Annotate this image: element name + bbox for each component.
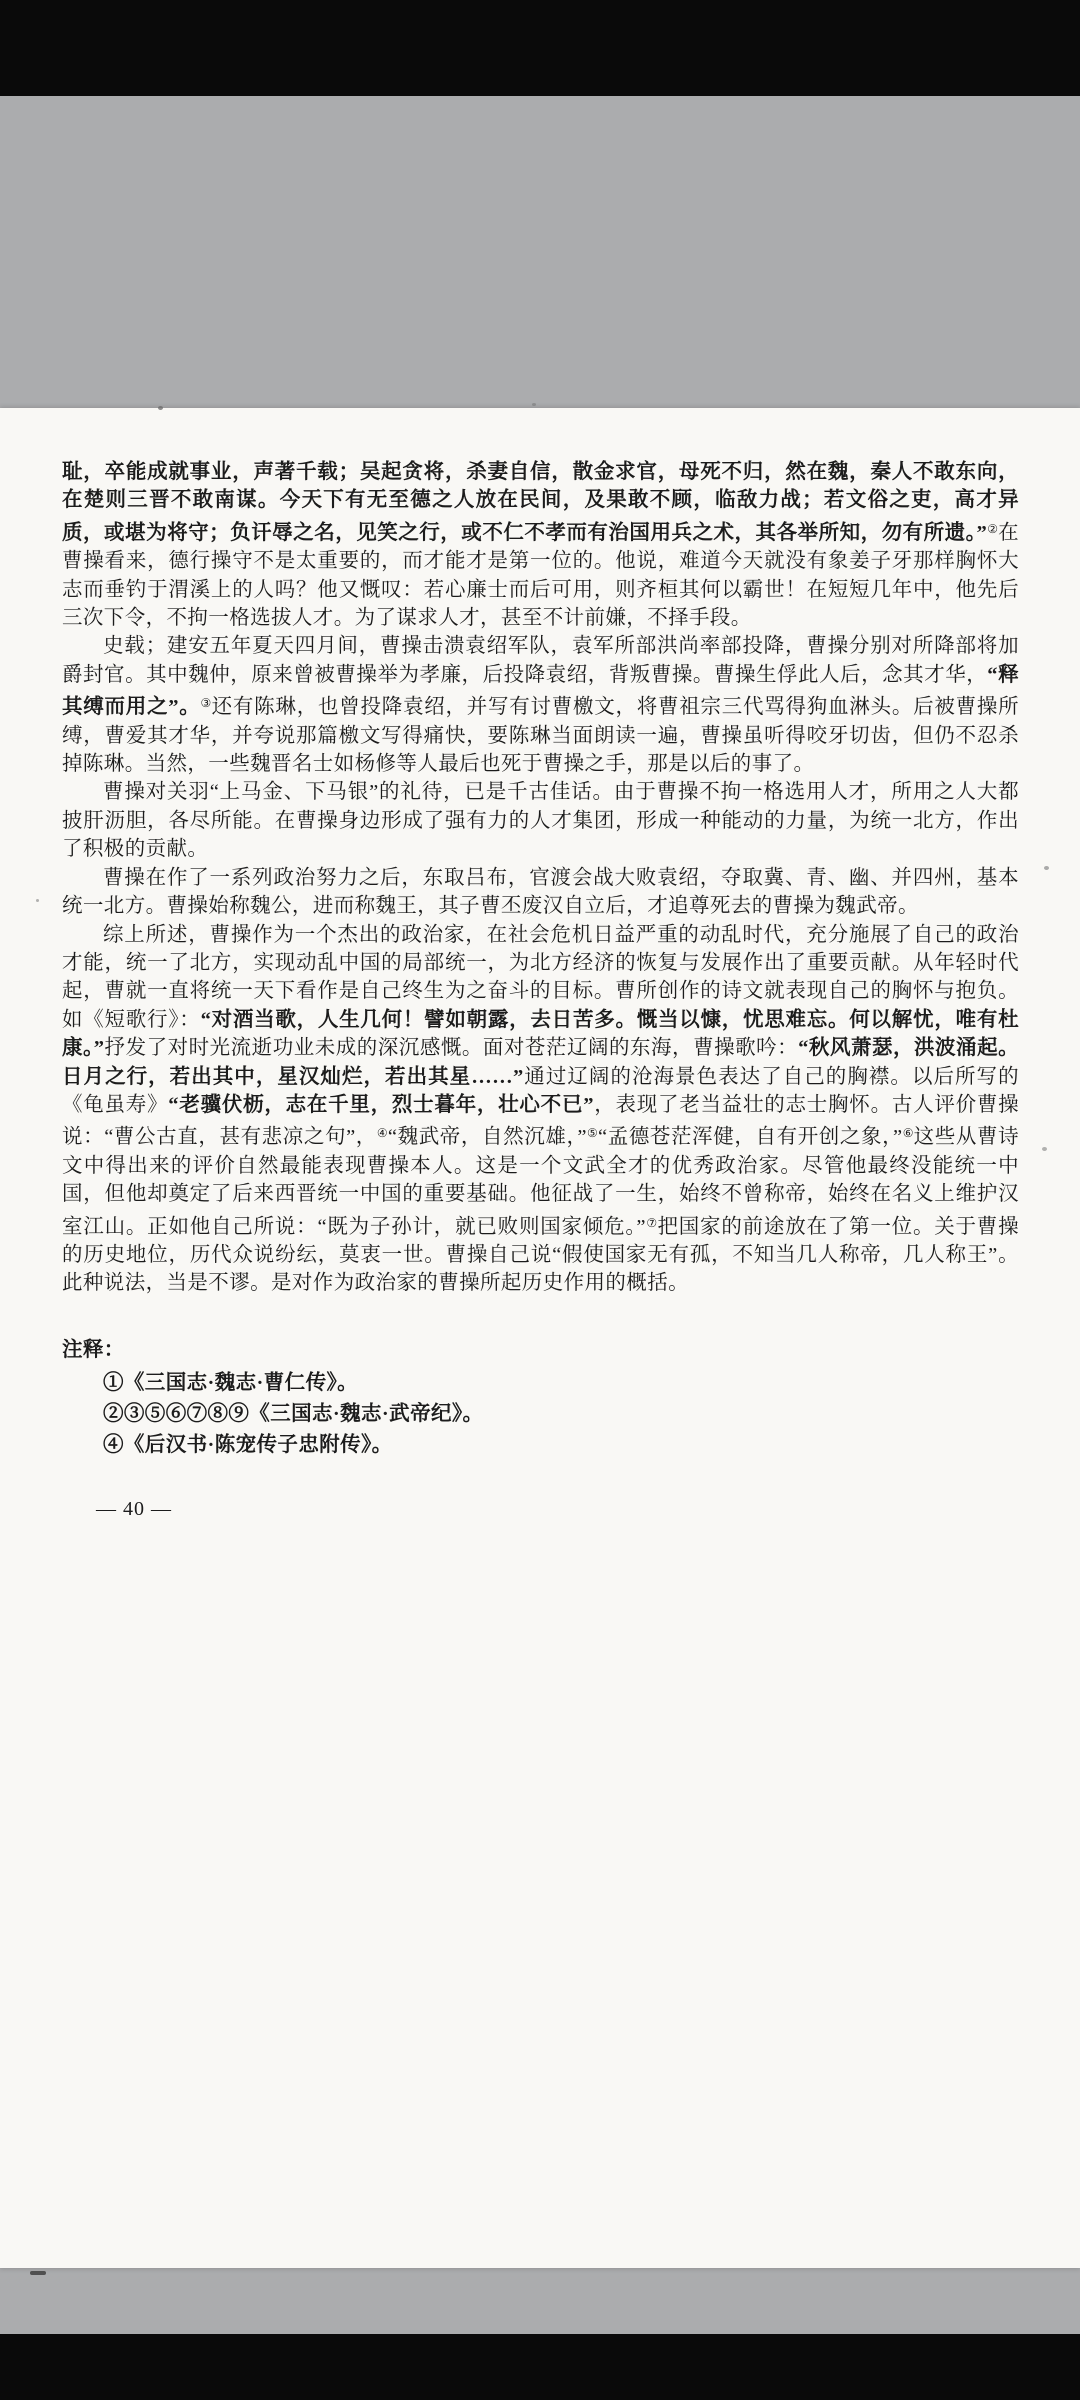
footnote-reference-mark: ⑤: [586, 1126, 599, 1141]
scan-artifact: [158, 406, 163, 410]
paragraph: 史载；建安五年夏天四月间，曹操击溃袁绍军队，袁军所部洪尚率部投降，曹操分别对所降部将加爵封官。其中魏仲，原来曾被曹操举为孝廉，后投降袁绍，背叛曹操。曹操生俘此人后，念其才华，“释其缚而用之”。③还有陈琳，也曾投降袁绍，并写有讨曹檄文，将曹祖宗三代骂得狗血淋头。后被曹操所缚，曹爱其才华，并夸说那篇檄文写得痛快，要陈琳当面朗读一遍，曹操虽听得咬牙切齿，但仍不忍杀掉陈琳。当然，一些魏晋名士如杨修等人最后也死于曹操之手，那是以后的事了。: [62, 635, 1019, 776]
scan-artifact: [1042, 1147, 1047, 1151]
paragraphs: [62, 458, 1019, 1298]
footnote-reference-mark: ⑥: [902, 1126, 914, 1141]
footnotes-section: [62, 1336, 1019, 1461]
top-letterbox-bar: [0, 0, 1080, 96]
paragraph: 耻，卒能成就事业，声著千载；吴起贪将，杀妻自信，散金求官，母死不归，然在魏，秦人不敢东向，在楚则三晋不敢南谋。今天下有无至德之人放在民间，及果敢不顾，临敌力战；若文俗之吏，高才异质，或堪为将守；负讦辱之名，见笑之行，或不仁不孝而有治国用兵之术，其各举所知，勿有所遗。”②在曹操看来，德行操守不是太重要的，而才能才是第一位的。他说，难道今天就没有象姜子牙那样胸怀大志而垂钓于渭溪上的人吗？他又慨叹：若心廉士而后可用，则齐桓其何以霸世！在短短几年中，他先后三次下令，不拘一格选拔人才。为了谋求人才，甚至不计前嫌，不择手段。: [62, 461, 1019, 630]
footnotes-title: 注释：: [62, 1338, 125, 1361]
bottom-letterbox-bar: [0, 2334, 1080, 2400]
footnote-reference-mark: ②: [987, 521, 999, 536]
text-content: [62, 458, 1019, 1524]
footnote-reference-mark: ③: [200, 696, 212, 711]
footnote-list: [62, 1368, 1019, 1461]
footnote-item: ②③⑤⑥⑦⑧⑨《三国志·魏志·武帝纪》。: [103, 1403, 484, 1426]
paragraph: 综上所述，曹操作为一个杰出的政治家，在社会危机日益严重的动乱时代，充分施展了自己的政治才能，统一了北方，实现动乱中国的局部统一，为北方经济的恢复与发展作出了重要贡献。从年轻时代起，曹就一直将统一天下看作是自己终生为之奋斗的目标。曹所创作的诗文就表现自己的胸怀与抱负。如《短歌行》：“对酒当歌，人生几何！譬如朝露，去日苦多。慨当以慷，忧思难忘。何以解忧，唯有杜康。”抒发了对时光流逝功业未成的深沉感慨。面对苍茫辽阔的东海，曹操歌吟：“秋风萧瑟，洪波涌起。日月之行，若出其中，星汉灿烂，若出其星……”通过辽阔的沧海景色表达了自己的胸襟。以后所写的《龟虽寿》“老骥伏枥，志在千里，烈士暮年，壮心不已”，表现了老当益壮的志士胸怀。古人评价曹操说：“曹公古直，甚有悲凉之句”，④“魏武帝，自然沉雄，”⑤“孟德苍茫浑健，自有开创之象，”⑥这些从曹诗文中得出来的评价自然最能表现曹操本人。这是一个文武全才的优秀政治家。尽管他最终没能统一中国，但他却奠定了后来西晋统一中国的重要基础。他征战了一生，始终不曾称帝，始终在名义上维护汉室江山。正如他自己所说：“既为子孙计，就已败则国家倾危。”⑦把国家的前途放在了第一位。关于曹操的历史地位，历代众说纷纭，莫衷一世。曹操自己说“假使国家无有孤，不知当几人称帝，几人称王”。此种说法，当是不谬。是对作为政治家的曹操所起历史作用的概括。: [62, 923, 1020, 1295]
footnote-reference-mark: ④: [376, 1126, 388, 1141]
scan-artifact: [1044, 866, 1049, 870]
footnote-item: ④《后汉书·陈宠传子忠附传》。: [103, 1434, 393, 1457]
scan-artifact: [532, 403, 536, 406]
paragraph: 曹操在作了一系列政治努力之后，东取吕布，官渡会战大败袁绍，夺取冀、青、幽、并四州，基本统一北方。曹操始称魏公，进而称魏王，其子曹丕废汉自立后，才追尊死去的曹操为魏武帝。: [62, 866, 1019, 918]
page-number: — 40 —: [96, 1498, 172, 1521]
footnote-reference-mark: ⑦: [645, 1215, 658, 1230]
footnote-item: ①《三国志·魏志·曹仁传》。: [103, 1372, 359, 1395]
scanned-document-page: [0, 408, 1080, 2268]
scan-artifact: [36, 899, 39, 902]
paragraph: 曹操对关羽“上马金、下马银”的礼待，已是千古佳话。由于曹操不拘一格选用人才，所用之人大都披肝沥胆，各尽所能。在曹操身边形成了强有力的人才集团，形成一种能动的力量，为统一北方，作出了积极的贡献。: [62, 781, 1019, 861]
scan-artifact: [30, 2271, 46, 2275]
